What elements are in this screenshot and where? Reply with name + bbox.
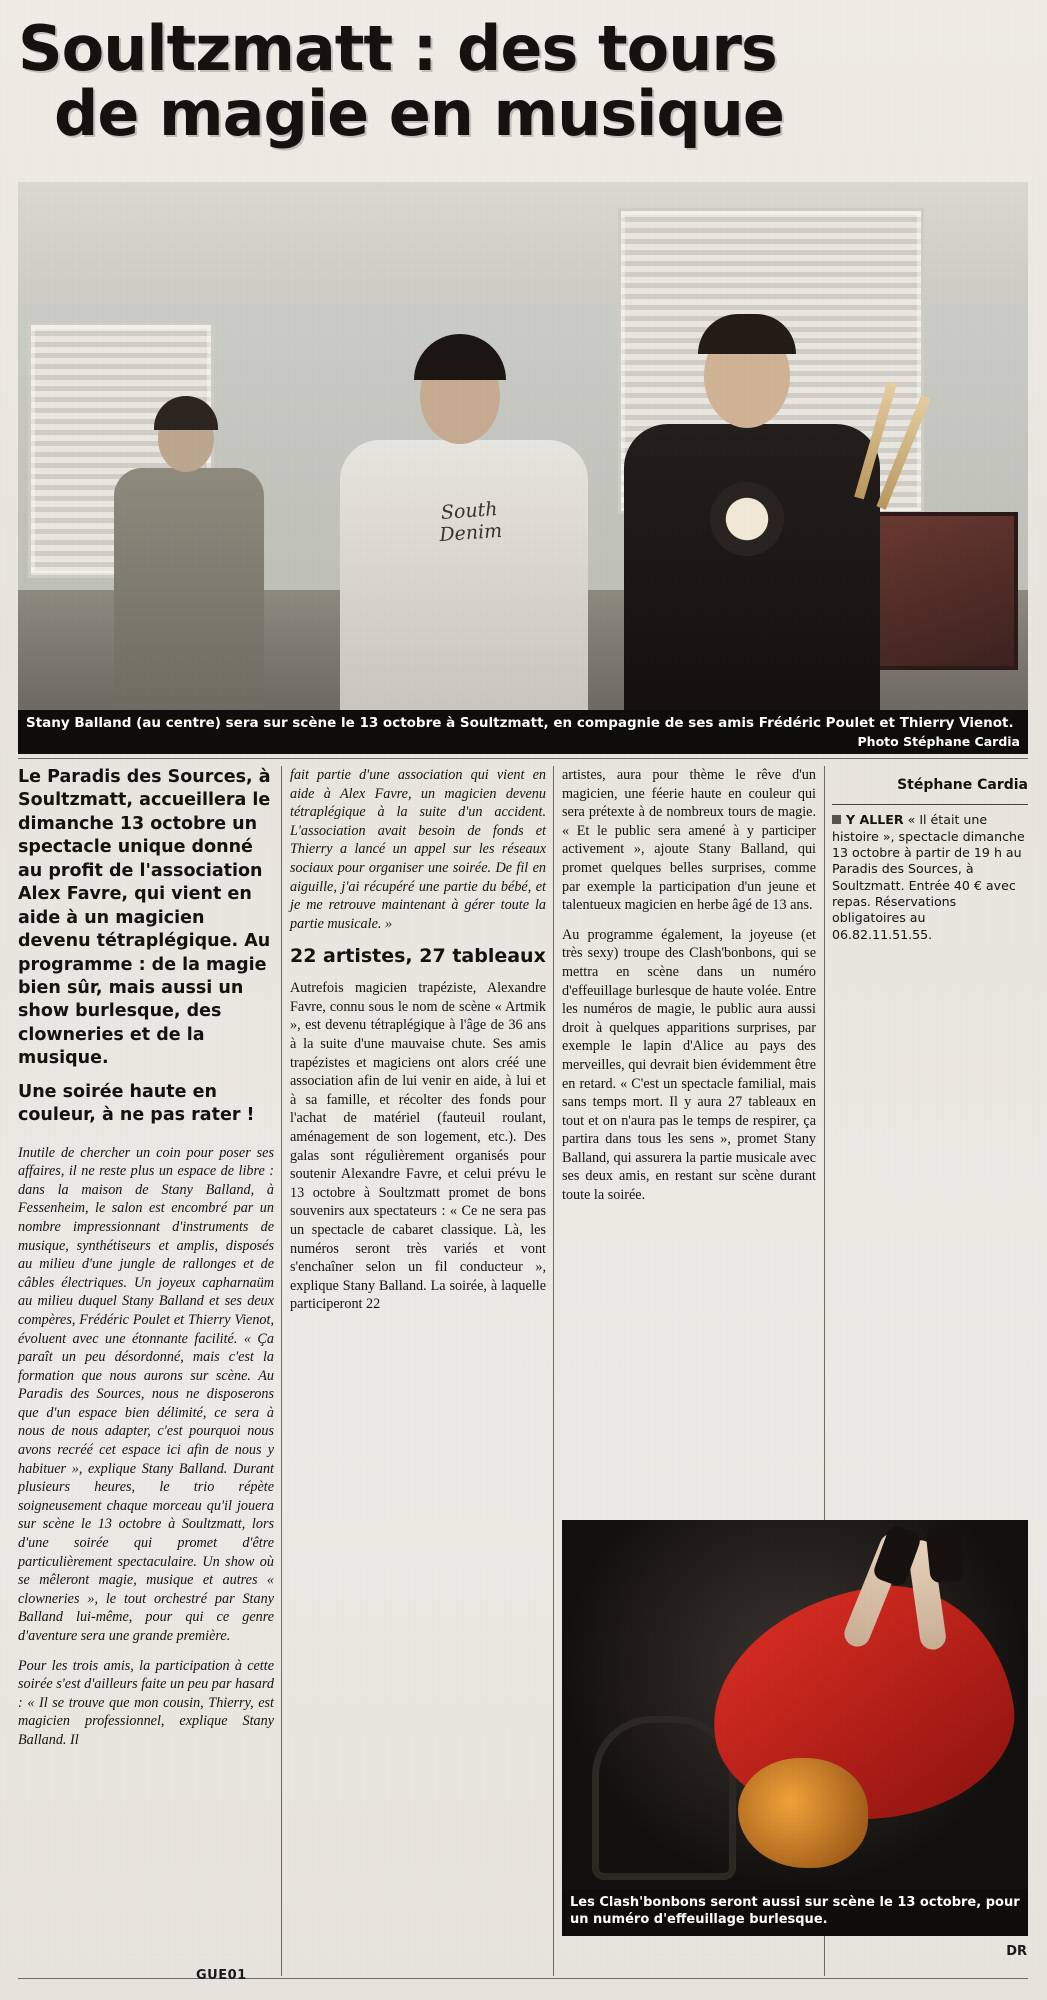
- article-paragraph: Autrefois magicien trapéziste, Alexandre Favre, connu sous le nom de scène « Artmik », est devenu tétraplégique à l'âge de 36 ans à la suite d'une mauvaise chute. Ses amis trapézistes et magiciens ont alors créé une association afin de lui venir en aide, à lui et à sa famille, et récolter des fonds pour l'achat de matériel (fauteuil roulant, aménagement de son logement, etc.). Des galas sont régulièrement organisés pour soutenir Alexandre Favre, et celui prévu le 13 octobre à Soultzmatt promet de bons souvenirs aux spectateurs : « Ce ne sera pas un spectacle de cabaret classique. Là, les numéros seront très variés et vont s'enchaîner selon un fil conducteur », explique Stany Balland. La soirée, à laquelle participeront 22: [290, 980, 546, 1313]
- page-title: [18, 12, 1028, 151]
- photo-person-right-body: [624, 424, 880, 710]
- secondary-photo-caption: Les Clash'bonbons seront aussi sur scène le 13 octobre, pour un numéro d'effeuillage burlesque.: [570, 1895, 1020, 1927]
- main-photo-credit: Photo Stéphane Cardia: [857, 734, 1020, 749]
- divider-bottom: [18, 1978, 1028, 1979]
- photo2-chair: [592, 1716, 736, 1880]
- info-box-text: « Il était une histoire », spectacle dimanche 13 octobre à partir de 19 h au Paradis des Sources, à Soultzmatt. Entrée 40 € avec repas. Réservations obligatoires au 06.82.11.51.55.: [832, 812, 1025, 942]
- article-lead-part1: Le Paradis des Sources, à Soultzmatt, accueillera le dimanche 13 octobre un spectacle unique donné au profit de l'association Alex Favre, qui vient en aide à un magicien devenu tétraplégique. Au programme : de la magie bien sûr, mais aussi un show burlesque, des clowneries et de la musique.: [18, 767, 271, 1069]
- main-photo-caption: Stany Balland (au centre) sera sur scène le 13 octobre à Soultzmatt, en compagnie de ses amis Frédéric Poulet et Thierry Vienot.: [26, 715, 1014, 731]
- main-photo-caption-bar: [18, 710, 1028, 754]
- article-signature: Stéphane Cardia: [897, 777, 1028, 793]
- article-lead: [18, 766, 274, 1128]
- article-column-4: [832, 766, 1028, 943]
- info-box-label: Y ALLER: [846, 812, 904, 828]
- article-subhead: 22 artistes, 27 tableaux: [290, 945, 546, 968]
- photo-tshirt-text: South Denim: [438, 498, 503, 547]
- page-folio: GUE01: [196, 1968, 247, 1983]
- article-column-3: [562, 766, 816, 1216]
- photo-person-center-body: [340, 440, 588, 710]
- headline-line-2: de magie en musique: [54, 77, 784, 151]
- article-paragraph: Pour les trois amis, la participation à cette soirée s'est d'ailleurs faite un peu par hasard : « Il se trouve que mon cousin, Thierry, est magicien professionnel, explique Stany Balland. Il: [18, 1657, 274, 1748]
- article-column-2: [290, 766, 546, 1325]
- article-column-1: [18, 766, 274, 1761]
- secondary-photo-credit: DR: [1006, 1944, 1027, 1959]
- article-paragraph: Inutile de chercher un coin pour poser ses affaires, il ne reste plus un espace de libre : dans la maison de Stany Balland, à Fessenheim, le salon est encombré par un nombre impressionnant d'instruments de musique, synthétiseurs et amplis, disposés au milieu d'une jungle de rallonges et de câbles électriques. Un joyeux capharnaüm au milieu duquel Stany Balland et ses deux compères, Frédéric Poulet et Thierry Vienot, évoluent avec une étonnante facilité. « Ça paraît un peu désordonné, mais c'est la formation que nous aurons sur scène. Au Paradis des Sources, nous ne disposerons que d'un espace bien délimité, ce sera à nous de nous adapter, c'est pourquoi nous avons recréé cet espace ici afin de nous y habituer », explique Stany Balland. Durant plusieurs heures, le trio répète soigneusement chaque morceau qu'il jouera sur scène le 13 octobre à Soultzmatt, lors d'une soirée qui promet d'être particulièrement spectaculaire. Un show où se mêleront magie, musique et autres « clowneries », le tout orchestré par Stany Balland lui-même, pour qui ce genre d'aventure sera une grande première.: [18, 1144, 274, 1644]
- photo-person-left-body: [114, 468, 264, 708]
- article-paragraph: fait partie d'une association qui vient en aide à Alex Favre, un magicien devenu tétraplégique à la suite d'un accident. L'association avait besoin de fonds et Thierry a lancé un appel sur les réseaux sociaux pour organiser une soirée. De fil en aiguille, j'ai récupéré une partie du bébé, et je me retrouve maintenant à gérer toute la partie musicale. »: [290, 767, 546, 932]
- divider-top: [18, 758, 1028, 759]
- secondary-photo: [562, 1520, 1028, 1890]
- article-paragraph: Au programme également, la joyeuse (et très sexy) troupe des Clash'bonbons, qui se mettra en scène dans un numéro d'effeuillage burlesque de haute volée. Entre les numéros de magie, le public aura aussi droit à quelques apparitions surprises, par exemple le lapin d'Alice au pays des merveilles, qui devrait bien évidemment être en retard. « C'est un spectacle familial, mais sans temps mort. Il y aura 27 tableaux en tout et on n'aura pas le temps de respirer, ça partira dans tous les sens », promet Stany Balland, qui assurera la partie musicale avec ses deux amis, en restant sur scène durant toute la soirée.: [562, 926, 816, 1204]
- info-box: [832, 804, 1028, 943]
- column-rule-2: [553, 766, 554, 1976]
- photo2-performer-hair: [738, 1758, 868, 1868]
- photo2-boot-2: [925, 1524, 965, 1583]
- article-paragraph: artistes, aura pour thème le rêve d'un magicien, une féerie haute en couleur qui sera prétexte à de nombreux tours de magie. « Et le public sera amené à y participer activement », ajoute Stany Balland, qui promet quelques belles surprises, comme par exemple la participation d'un jeune et talentueux magicien en herbe âgé de 13 ans.: [562, 767, 816, 914]
- photo-tshirt-logo: [710, 482, 784, 556]
- bullet-square-icon: [832, 815, 841, 824]
- article-lead-part2: Une soirée haute en couleur, à ne pas rater !: [18, 1081, 255, 1126]
- secondary-photo-caption-bar: [562, 1890, 1028, 1936]
- column-rule-1: [281, 766, 282, 1976]
- headline-line-1: Soultzmatt : des tours: [18, 12, 777, 85]
- main-photo: [18, 182, 1028, 710]
